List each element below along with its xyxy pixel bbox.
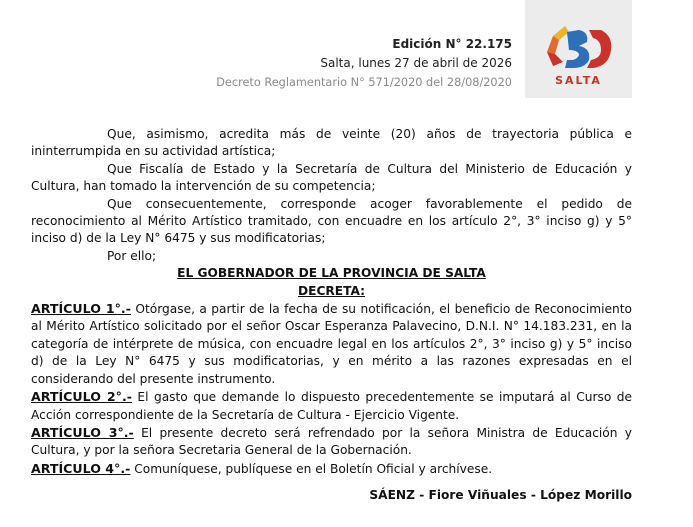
signature-line: SÁENZ - Fiore Viñuales - López Morillo (369, 488, 632, 502)
article-2 (31, 388, 632, 424)
decree-reference: Decreto Reglamentario N° 571/2020 del 28/08/2020 (216, 76, 512, 89)
paragraph-2: Que Fiscalía de Estado y la Secretaría de Cultura del Ministerio de Educación y Cultura, han tomado la intervención de su competencia; (31, 161, 632, 194)
decree-body (31, 126, 632, 478)
article-1-label: ARTÍCULO 1°.- (31, 301, 131, 317)
article-1-text: Otórgase, a partir de la fecha de su notificación, el beneficio de Reconocimiento al Mérito Artístico solicitado por el señor Oscar Esperanza Palavecino, D.N.I. N° 14.183.231, en la categoría de intérprete de música, con encuadre legal en los artículos 2°, 3° inciso g) y 5° inciso d) de la Ley N° 6475 y sus modificatorias, y en mérito a las razones expresadas en el considerando del presente instrumento. (31, 302, 632, 386)
article-4-text: Comuníquese, publíquese en el Boletín Oficial y archívese. (130, 461, 493, 476)
article-2-label: ARTÍCULO 2°.- (31, 389, 132, 405)
article-3-label: ARTÍCULO 3°.- (31, 424, 134, 440)
boletin-logo (525, 0, 632, 98)
article-3 (31, 424, 632, 460)
publication-date: Salta, lunes 27 de abril de 2026 (320, 56, 512, 70)
article-3-text: El presente decreto será refrendado por la señora Ministra de Educación y Cultura, y por la señora Secretaria General de la Gobernación. (31, 425, 632, 458)
article-4-label: ARTÍCULO 4°.- (31, 460, 131, 476)
paragraph-4: Por ello; (107, 248, 157, 263)
page-header (0, 0, 693, 100)
paragraph-1: Que, asimismo, acredita más de veinte (20) años de trayectoria pública e ininterrumpida en su actividad artística; (31, 127, 632, 159)
logo-word: SALTA (555, 74, 602, 87)
edition-number: Edición N° 22.175 (392, 37, 512, 51)
governor-heading: EL GOBERNADOR DE LA PROVINCIA DE SALTA (177, 266, 486, 281)
bo-logo-icon (543, 22, 615, 72)
article-1 (31, 300, 632, 388)
paragraph-3: Que consecuentemente, corresponde acoger favorablemente el pedido de reconocimiento al Mérito Artístico tramitado, con encuadre en los artículo 2°, 3° inciso g) y 5° inciso d) de la Ley N° 6475 y sus modificatorias; (31, 196, 632, 246)
article-4 (31, 460, 632, 478)
decreta-heading: DECRETA: (298, 283, 365, 298)
article-2-text: El gasto que demande lo dispuesto precedentemente se imputará al Curso de Acción correspondiente de la Secretaría de Cultura - Ejercicio Vigente. (31, 390, 632, 422)
